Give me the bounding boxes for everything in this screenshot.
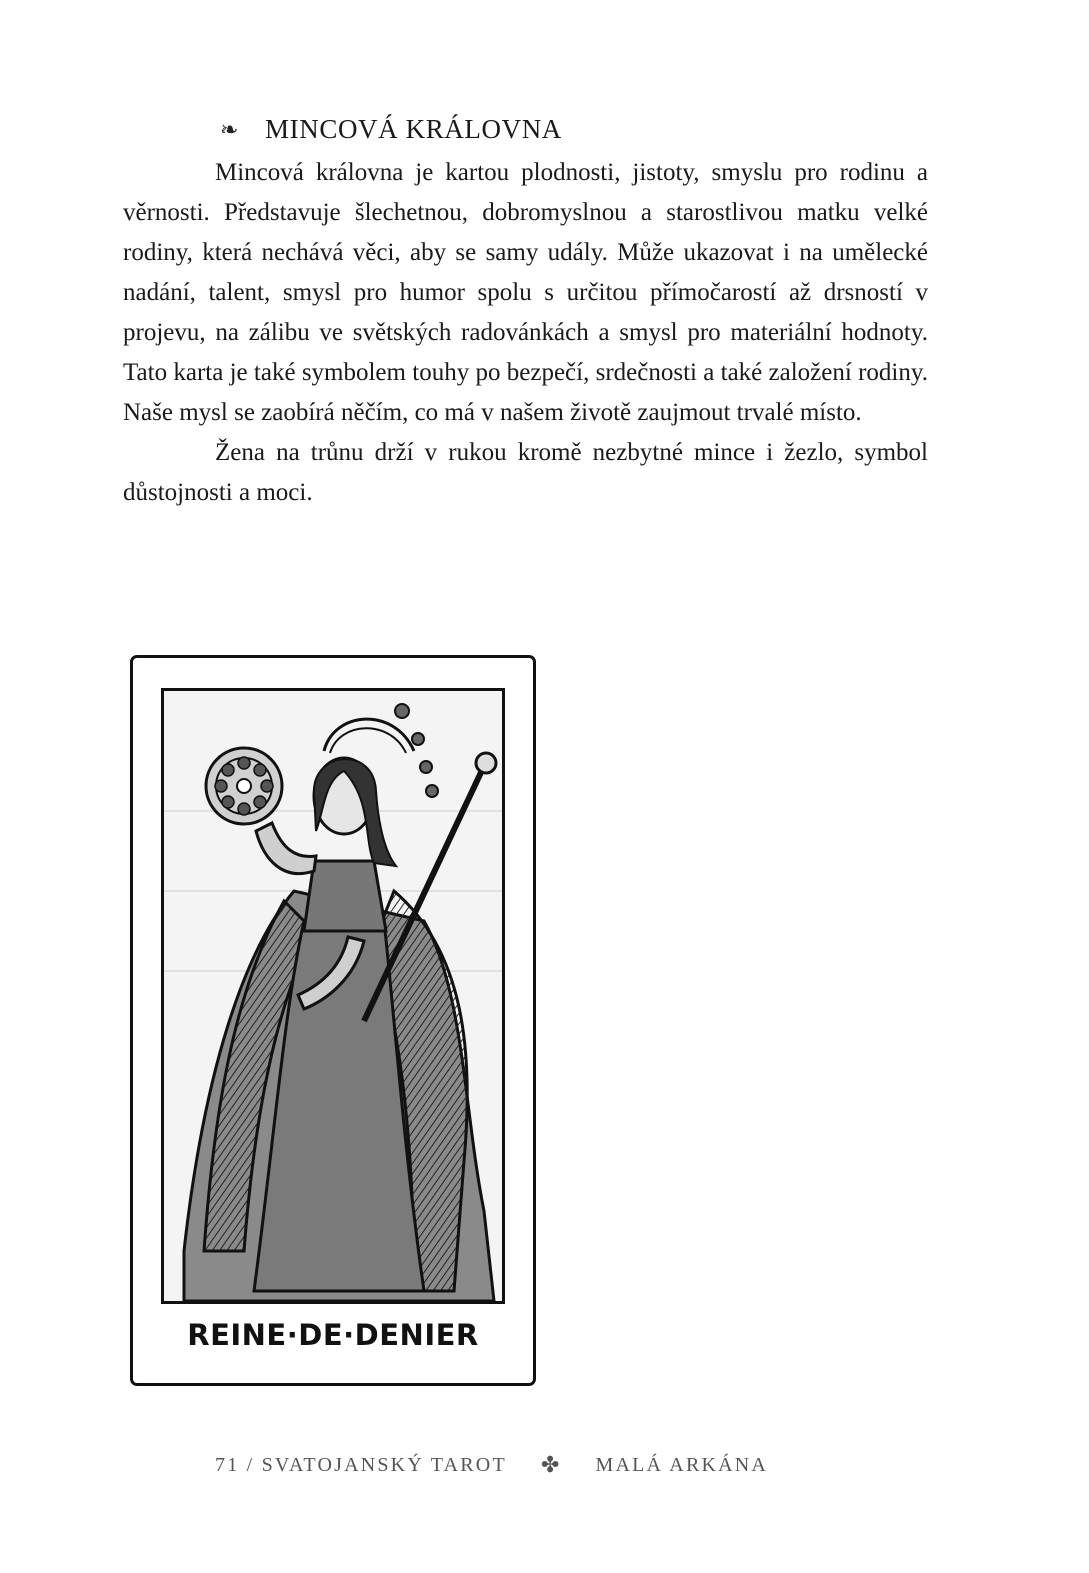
section-title: MINCOVÁ KRÁLOVNA xyxy=(265,114,562,144)
page-number: 71 xyxy=(215,1453,240,1476)
book-title: SVATOJANSKÝ TAROT xyxy=(261,1453,507,1476)
section-heading xyxy=(220,114,562,145)
fleuron-icon: ❧ xyxy=(220,116,240,142)
footer-ornament-icon: ✤ xyxy=(540,1452,562,1477)
queen-of-coins-icon xyxy=(164,691,502,1301)
tarot-card xyxy=(130,655,536,1386)
section-name: MALÁ ARKÁNA xyxy=(595,1453,769,1476)
card-illustration xyxy=(161,688,505,1304)
body-text xyxy=(123,153,928,513)
footer-separator: / xyxy=(239,1453,262,1476)
paragraph: Mincová královna je kartou plodnosti, jistoty, smyslu pro rodinu a věrnosti. Představuje šlechetnou, dobromyslnou a starostlivou matku velké rodiny, která nechává věci, aby se samy udály. Může ukazovat i na umělecké nadání, talent, smysl pro humor spolu s určitou přímočarostí až drsností v projevu, na zálibu ve světských radovánkách a smysl pro materiální hodnoty. Tato karta je také symbolem touhy po bezpečí, srdečnosti a také založení rodiny. Naše mysl se zaobírá něčím, co má v našem životě zaujmout trvalé místo. xyxy=(123,159,928,426)
card-title: REINE·DE·DENIER xyxy=(187,1318,479,1352)
page-footer xyxy=(215,1452,815,1478)
paragraph: Žena na trůnu drží v rukou kromě nezbytné mince i žezlo, symbol důstojnosti a moci. xyxy=(123,439,928,506)
